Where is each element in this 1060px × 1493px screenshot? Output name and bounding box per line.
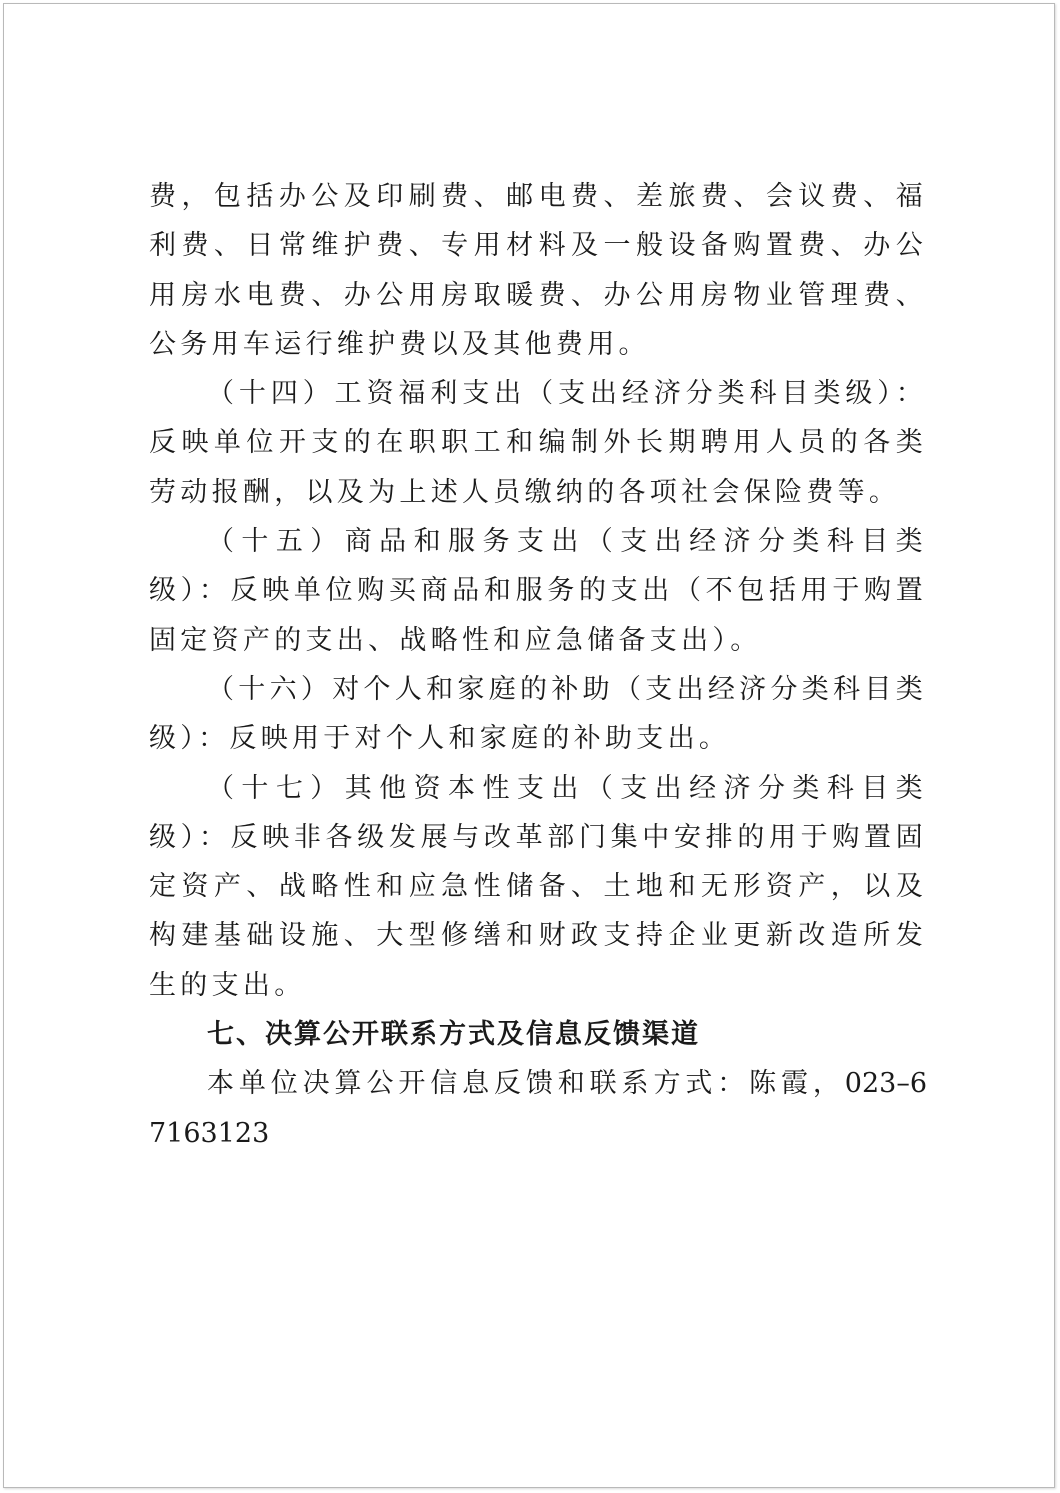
contact-phone: 023–67163123 [149, 1068, 927, 1149]
contact-paragraph [149, 1059, 927, 1158]
paragraph-item-16: （十六）对个人和家庭的补助（支出经济分类科目类级）：反映用于对个人和家庭的补助支出。 [149, 673, 927, 755]
paragraph-item-17: （十七）其他资本性支出（支出经济分类科目类级）：反映非各级发展与改革部门集中安排的用于购置固定资产、战略性和应急性储备、土地和无形资产，以及构建基础设施、大型修缮和财政支持企业更新改造所发生的支出。 [149, 772, 927, 1001]
contact-text: 本单位决算公开信息反馈和联系方式：陈霞， [207, 1068, 845, 1100]
section-heading: 七、决算公开联系方式及信息反馈渠道 [207, 1019, 700, 1051]
paragraph-expense-list: 费，包括办公及印刷费、邮电费、差旅费、会议费、福利费、日常维护费、专用材料及一般设备购置费、办公用房水电费、办公用房取暖费、办公用房物业管理费、公务用车运行维护费以及其他费用。 [149, 181, 927, 360]
paragraph-item-15: （十五）商品和服务支出（支出经济分类科目类级）：反映单位购买商品和服务的支出（不包括用于购置固定资产的支出、战略性和应急储备支出）。 [149, 526, 927, 656]
paragraph-item-14: （十四）工资福利支出（支出经济分类科目类级）：反映单位开支的在职职工和编制外长期聘用人员的各类劳动报酬，以及为上述人员缴纳的各项社会保险费等。 [149, 378, 927, 508]
document-body [149, 172, 927, 1158]
